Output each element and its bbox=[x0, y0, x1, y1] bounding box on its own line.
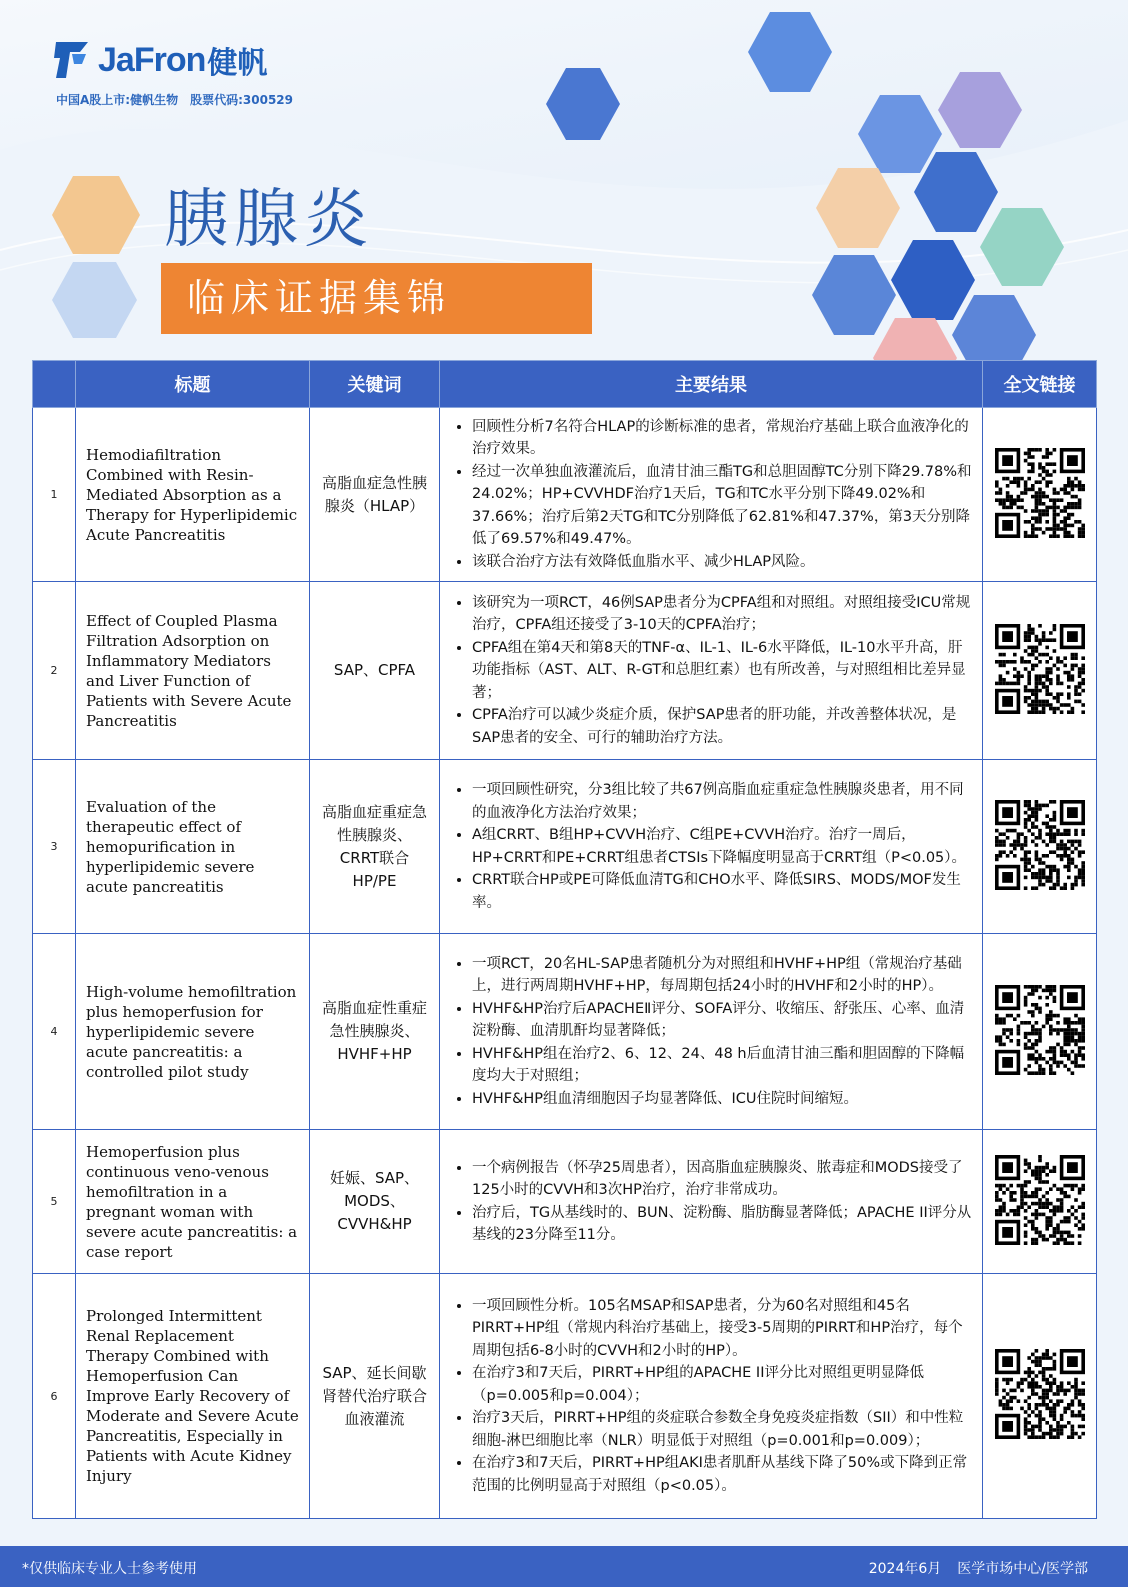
study-title: High-volume hemofiltration plus hemoperfusion for hyperlipidemic severe acute pancreatitis: a controlled pilot study bbox=[76, 934, 310, 1130]
result-item: • 在治疗3和7天后，PIRRT+HP组AKI患者肌酐从基线下降了50%或下降到正常范围的比例明显高于对照组（p<0.05）。 bbox=[472, 1452, 972, 1497]
full-text-link[interactable] bbox=[983, 934, 1097, 1130]
study-title: Evaluation of the therapeutic effect of hemopurification in hyperlipidemic severe acute pancreatitis bbox=[76, 760, 310, 934]
full-text-link[interactable] bbox=[983, 1274, 1097, 1519]
footer-meta bbox=[869, 1558, 1088, 1578]
row-number: 4 bbox=[33, 934, 76, 1130]
result-item: • 一项回顾性研究，分3组比较了共67例高脂血症重症急性胰腺炎患者，用不同的血液净化方法治疗效果； bbox=[472, 779, 972, 824]
result-item: • 该联合治疗方法有效降低血脂水平、减少HLAP风险。 bbox=[472, 551, 972, 574]
qr-code-icon[interactable] bbox=[995, 800, 1085, 890]
study-results bbox=[440, 760, 983, 934]
subtitle-banner: 临床证据集锦 bbox=[161, 263, 592, 334]
full-text-link[interactable] bbox=[983, 408, 1097, 582]
table-row bbox=[33, 1274, 1097, 1519]
header-num bbox=[33, 361, 76, 408]
table-row bbox=[33, 760, 1097, 934]
full-text-link[interactable] bbox=[983, 582, 1097, 760]
study-results bbox=[440, 582, 983, 760]
table-row bbox=[33, 408, 1097, 582]
row-number: 5 bbox=[33, 1130, 76, 1274]
qr-code-icon[interactable] bbox=[995, 624, 1085, 714]
table-row bbox=[33, 582, 1097, 760]
disclaimer: *仅供临床专业人士参考使用 bbox=[22, 1561, 197, 1577]
result-item: • 治疗3天后，PIRRT+HP组的炎症联合参数全身免疫炎症指数（SII）和中性粒细胞-淋巴细胞比率（NLR）明显低于对照组（p=0.001和p=0.009）； bbox=[472, 1407, 972, 1452]
result-item: • 治疗后，TG从基线时的、BUN、淀粉酶、脂肪酶显著降低；APACHE II评分从基线的23分降至11分。 bbox=[472, 1202, 972, 1247]
result-item: • 经过一次单独血液灌流后，血清甘油三酯TG和总胆固醇TC分别下降29.78%和24.02%；HP+CVVHDF治疗1天后，TG和TC水平分别下降49.02%和37.66%；治疗后第2天TG和TC分别降低了62.81%和47.37%，第3天分别降低了69.57%和49.47%。 bbox=[472, 461, 972, 551]
study-title: Prolonged Intermittent Renal Replacement Therapy Combined with Hemoperfusion Can Improve Early Recovery of Moderate and Severe Acute Pancreatitis, Especially in Patients with Acute Kidney Injury bbox=[76, 1274, 310, 1519]
study-results bbox=[440, 934, 983, 1130]
study-keywords: 高脂血症性重症急性胰腺炎、HVHF+HP bbox=[310, 934, 440, 1130]
listing-info bbox=[56, 91, 293, 108]
study-keywords: SAP、CPFA bbox=[310, 582, 440, 760]
study-keywords: 高脂血症重症急性胰腺炎、CRRT联合HP/PE bbox=[310, 760, 440, 934]
result-item: • HVHF&HP组在治疗2、6、12、24、48 h后血清甘油三酯和胆固醇的下降幅度均大于对照组； bbox=[472, 1043, 972, 1088]
jafron-logo-mark-icon bbox=[50, 38, 94, 82]
stock-code: 股票代码:300529 bbox=[190, 93, 293, 107]
study-title: Hemoperfusion plus continuous veno-venous hemofiltration in a pregnant woman with severe acute pancreatitis: a case report bbox=[76, 1130, 310, 1274]
listing-text: 中国A股上市:健帆生物 bbox=[56, 93, 179, 107]
result-item: • 一项RCT，20名HL-SAP患者随机分为对照组和HVHF+HP组（常规治疗基础上，进行两周期HVHF+HP，每周期包括24小时的HVHF和2小时的HP）。 bbox=[472, 953, 972, 998]
header-keywords: 关键词 bbox=[310, 361, 440, 408]
study-results bbox=[440, 1274, 983, 1519]
result-item: • CPFA组在第4天和第8天的TNF-α、IL-1、IL-6水平降低，IL-10水平升高，肝功能指标（AST、ALT、R-GT和总胆红素）也有所改善，与对照组相比差异显著； bbox=[472, 637, 972, 705]
footer-department: 医学市场中心/医学部 bbox=[957, 1561, 1088, 1577]
result-item: • 一项回顾性分析。105名MSAP和SAP患者，分为60名对照组和45名PIRRT+HP组（常规内科治疗基础上，接受3-5周期的PIRRT和HP治疗，每个周期包括6-8小时的CVVH和2小时的HP）。 bbox=[472, 1295, 972, 1363]
result-item: • 一个病例报告（怀孕25周患者），因高脂血症胰腺炎、脓毒症和MODS接受了125小时的CVVH和3次HP治疗，治疗非常成功。 bbox=[472, 1157, 972, 1202]
jafron-logo bbox=[50, 38, 267, 82]
study-results bbox=[440, 1130, 983, 1274]
qr-code-icon[interactable] bbox=[995, 985, 1085, 1075]
header-link: 全文链接 bbox=[983, 361, 1097, 408]
full-text-link[interactable] bbox=[983, 1130, 1097, 1274]
qr-code-icon[interactable] bbox=[995, 448, 1085, 538]
study-results bbox=[440, 408, 983, 582]
qr-code-icon[interactable] bbox=[995, 1349, 1085, 1439]
study-title: Hemodiafiltration Combined with Resin-Mediated Absorption as a Therapy for Hyperlipidemic Acute Pancreatitis bbox=[76, 408, 310, 582]
page-title: 胰腺炎 bbox=[164, 183, 374, 257]
result-item: • 该研究为一项RCT，46例SAP患者分为CPFA组和对照组。对照组接受ICU常规治疗，CPFA组还接受了3-10天的CPFA治疗； bbox=[472, 592, 972, 637]
study-title: Effect of Coupled Plasma Filtration Adsorption on Inflammatory Mediators and Liver Function of Patients with Severe Acute Pancreatitis bbox=[76, 582, 310, 760]
qr-code-icon[interactable] bbox=[995, 1155, 1085, 1245]
study-keywords: SAP、延长间歇肾替代治疗联合血液灌流 bbox=[310, 1274, 440, 1519]
row-number: 1 bbox=[33, 408, 76, 582]
result-item: • HVHF&HP组血清细胞因子均显著降低、ICU住院时间缩短。 bbox=[472, 1088, 972, 1111]
footer-date: 2024年6月 bbox=[868, 1561, 942, 1577]
study-keywords: 高脂血症急性胰腺炎（HLAP） bbox=[310, 408, 440, 582]
row-number: 3 bbox=[33, 760, 76, 934]
row-number: 2 bbox=[33, 582, 76, 760]
table-header-row bbox=[33, 361, 1097, 408]
brand-name-cn: 健帆 bbox=[207, 46, 268, 81]
evidence-table bbox=[32, 360, 1097, 1519]
result-item: • 回顾性分析7名符合HLAP的诊断标准的患者，常规治疗基础上联合血液净化的治疗效果。 bbox=[472, 416, 972, 461]
row-number: 6 bbox=[33, 1274, 76, 1519]
result-item: • 在治疗3和7天后，PIRRT+HP组的APACHE II评分比对照组更明显降低（p=0.005和p=0.004）； bbox=[472, 1362, 972, 1407]
full-text-link[interactable] bbox=[983, 760, 1097, 934]
study-keywords: 妊娠、SAP、MODS、CVVH&HP bbox=[310, 1130, 440, 1274]
result-item: • A组CRRT、B组HP+CVVH治疗、C组PE+CVVH治疗。治疗一周后，HP+CRRT和PE+CRRT组患者CTSIs下降幅度明显高于CRRT组（P<0.05）。 bbox=[472, 824, 972, 869]
result-item: • HVHF&HP治疗后APACHEⅡ评分、SOFA评分、收缩压、舒张压、心率、血清淀粉酶、血清肌酐均显著降低； bbox=[472, 998, 972, 1043]
table-row bbox=[33, 934, 1097, 1130]
result-item: • CRRT联合HP或PE可降低血清TG和CHO水平、降低SIRS、MODS/MOF发生率。 bbox=[472, 869, 972, 914]
result-item: • CPFA治疗可以减少炎症介质，保护SAP患者的肝功能，并改善整体状况，是SAP患者的安全、可行的辅助治疗方法。 bbox=[472, 704, 972, 749]
header-results: 主要结果 bbox=[440, 361, 983, 408]
footer-bar bbox=[0, 1546, 1128, 1587]
table-row bbox=[33, 1130, 1097, 1274]
brand-name-en: JaFron bbox=[98, 40, 206, 79]
header-title: 标题 bbox=[76, 361, 310, 408]
